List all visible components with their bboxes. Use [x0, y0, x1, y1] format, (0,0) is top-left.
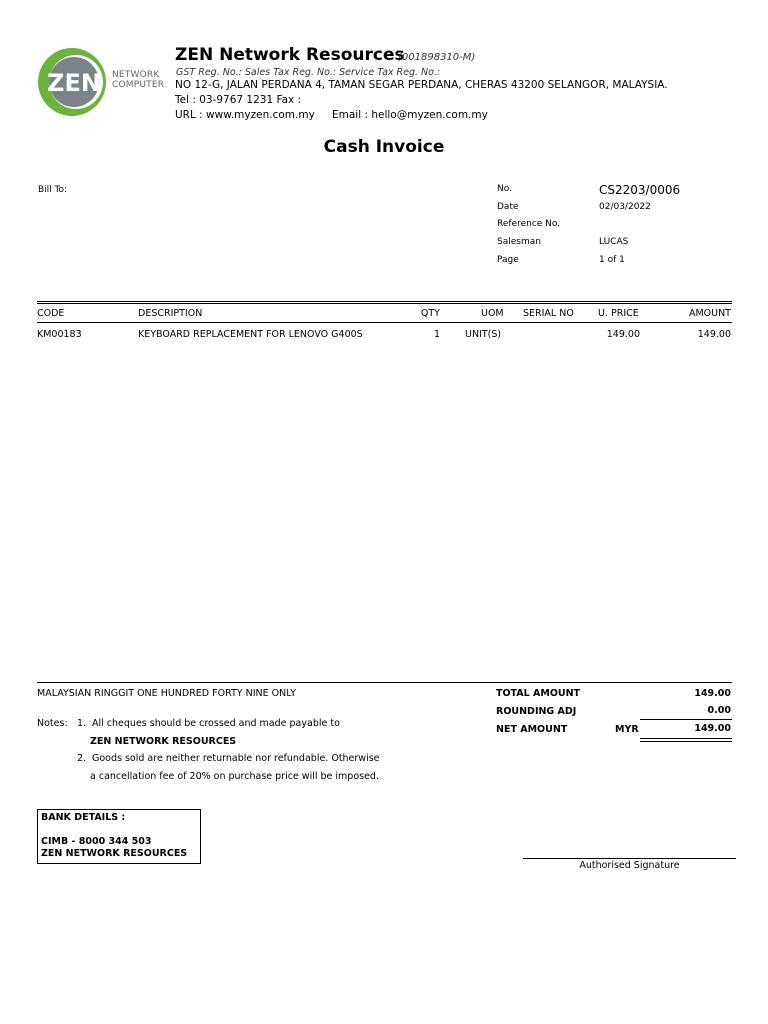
bank-details-box	[37, 809, 201, 864]
logo-subtext	[112, 70, 164, 90]
row-unit-price: 149.00	[606, 329, 640, 340]
row-code: KM00183	[37, 329, 82, 340]
row-description: KEYBOARD REPLACEMENT FOR LENOVO G400S	[138, 329, 363, 340]
table-top-rule-2	[37, 303, 732, 304]
company-email: Email : hello@myzen.com.my	[332, 109, 488, 121]
salesman-label: Salesman	[497, 237, 541, 247]
table-top-rule	[37, 301, 732, 302]
header-serial: SERIAL NO	[523, 308, 574, 319]
invoice-no-label: No.	[497, 184, 512, 194]
net-amount-value: 149.00	[694, 723, 731, 734]
company-name: ZEN Network Resources	[175, 45, 405, 65]
reference-label: Reference No.	[497, 219, 561, 229]
footer-top-rule	[37, 682, 732, 683]
header-qty: QTY	[420, 308, 440, 319]
company-address: NO 12-G, JALAN PERDANA 4, TAMAN SEGAR PERDANA, CHERAS 43200 SELANGOR, MALAYSIA.	[175, 79, 668, 91]
company-url: URL : www.myzen.com.my	[175, 109, 315, 121]
company-reg-no: (001898310-M)	[398, 52, 476, 63]
row-uom: UNIT(S)	[465, 329, 502, 340]
logo-sub-line-1: NETWORK	[112, 70, 160, 80]
company-logo	[36, 46, 170, 118]
notes-label: Notes:	[37, 718, 68, 729]
bank-details-title: BANK DETAILS :	[41, 812, 126, 823]
net-amount-label: NET AMOUNT	[496, 724, 568, 735]
bank-spacer	[41, 824, 197, 836]
header-description: DESCRIPTION	[138, 308, 203, 319]
bill-to-label: Bill To:	[38, 185, 68, 195]
company-tel: Tel : 03-9767 1231 Fax :	[175, 94, 302, 106]
rounding-rule	[640, 719, 732, 720]
header-uom: UOM	[481, 308, 504, 319]
net-rule-1	[640, 738, 732, 739]
total-amount-label: TOTAL AMOUNT	[496, 688, 581, 699]
note-2-number: 2.	[77, 753, 87, 764]
logo-wordmark: ZEN	[47, 69, 101, 97]
row-qty: 1	[433, 329, 440, 340]
date-value: 02/03/2022	[599, 202, 651, 212]
logo-sub-line-2: COMPUTER	[112, 80, 165, 90]
bank-account: CIMB - 8000 344 503	[41, 836, 152, 847]
amount-in-words: MALAYSIAN RINGGIT ONE HUNDRED FORTY NINE ONLY	[37, 688, 297, 699]
salesman-value: LUCAS	[599, 237, 629, 247]
rounding-label: ROUNDING ADJ	[496, 706, 577, 717]
date-label: Date	[497, 202, 519, 212]
total-amount-value: 149.00	[694, 688, 731, 699]
net-rule-2	[640, 741, 732, 742]
row-amount: 149.00	[697, 329, 731, 340]
signature-line	[523, 858, 736, 859]
note-2-text-a: Goods sold are neither returnable nor refundable. Otherwise	[92, 753, 380, 764]
company-tax-line: GST Reg. No.: Sales Tax Reg. No.: Service Tax Reg. No.:	[176, 67, 441, 78]
table-header-rule	[37, 322, 732, 323]
bank-holder: ZEN NETWORK RESOURCES	[41, 848, 188, 859]
header-code: CODE	[37, 308, 65, 319]
currency-label: MYR	[615, 724, 639, 735]
note-1-text: All cheques should be crossed and made payable to	[92, 718, 340, 729]
rounding-value: 0.00	[707, 705, 731, 716]
document-title: Cash Invoice	[323, 137, 445, 157]
signature-label: Authorised Signature	[579, 860, 680, 871]
note-1-number: 1.	[77, 718, 87, 729]
header-unit-price: U. PRICE	[598, 308, 639, 319]
note-1-payee: ZEN NETWORK RESOURCES	[90, 736, 237, 747]
page-label: Page	[497, 255, 519, 265]
page-value: 1 of 1	[599, 255, 625, 265]
invoice-no-value: CS2203/0006	[599, 183, 681, 197]
note-2-text-b: a cancellation fee of 20% on purchase price will be imposed.	[90, 771, 379, 782]
header-amount: AMOUNT	[688, 308, 731, 319]
